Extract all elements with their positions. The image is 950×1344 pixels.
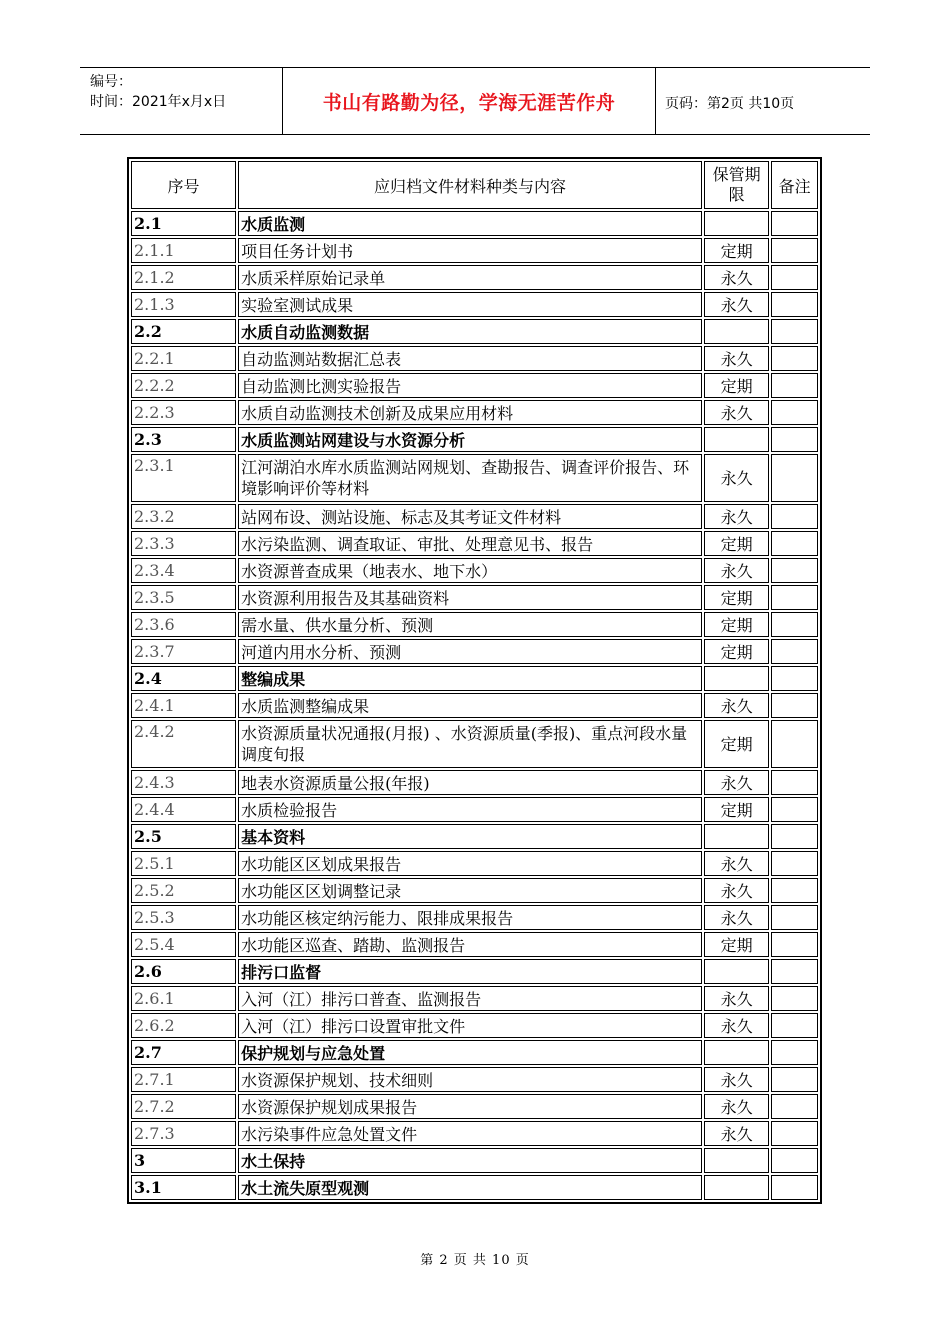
table-row bbox=[131, 292, 818, 317]
row-content: 自动监测比测实验报告 bbox=[238, 373, 702, 398]
row-content: 水污染事件应急处置文件 bbox=[238, 1121, 702, 1146]
page-footer: 第 2 页 共 10 页 bbox=[420, 1253, 530, 1268]
row-note bbox=[771, 1148, 818, 1173]
table-row bbox=[131, 639, 818, 664]
row-number: 2.6.1 bbox=[131, 986, 236, 1011]
section-row bbox=[131, 959, 818, 984]
row-content: 入河（江）排污口普查、监测报告 bbox=[238, 986, 702, 1011]
row-number: 2.3.6 bbox=[131, 612, 236, 637]
row-number: 2.4.4 bbox=[131, 797, 236, 822]
table-row bbox=[131, 932, 818, 957]
row-number: 2.5.1 bbox=[131, 851, 236, 876]
time-label: 时间：2021年x月x日 bbox=[90, 94, 227, 110]
row-number: 2.6.2 bbox=[131, 1013, 236, 1038]
row-content: 水土保持 bbox=[238, 1148, 702, 1173]
row-note bbox=[771, 639, 818, 664]
row-note bbox=[771, 400, 818, 425]
section-row bbox=[131, 666, 818, 691]
archive-table bbox=[127, 157, 822, 1204]
table-row bbox=[131, 346, 818, 371]
row-note bbox=[771, 612, 818, 637]
row-retention-period: 定期 bbox=[704, 238, 769, 263]
row-note bbox=[771, 1121, 818, 1146]
row-number: 2.1.1 bbox=[131, 238, 236, 263]
row-retention-period: 永久 bbox=[704, 265, 769, 290]
header-period-line2: 限 bbox=[728, 185, 745, 204]
row-content: 水资源质量状况通报(月报) 、水资源质量(季报)、重点河段水量调度旬报 bbox=[238, 720, 702, 768]
row-note bbox=[771, 905, 818, 930]
row-number: 3 bbox=[131, 1148, 236, 1173]
row-note bbox=[771, 959, 818, 984]
table-row bbox=[131, 265, 818, 290]
row-content: 项目任务计划书 bbox=[238, 238, 702, 263]
row-retention-period: 永久 bbox=[704, 1013, 769, 1038]
row-content: 站网布设、测站设施、标志及其考证文件材料 bbox=[238, 504, 702, 529]
row-note bbox=[771, 932, 818, 957]
row-note bbox=[771, 454, 818, 502]
row-content: 实验室测试成果 bbox=[238, 292, 702, 317]
header-bottom-rule bbox=[80, 134, 870, 135]
row-number: 2.1 bbox=[131, 211, 236, 236]
row-number: 2.5 bbox=[131, 824, 236, 849]
row-number: 3.1 bbox=[131, 1175, 236, 1200]
row-retention-period bbox=[704, 824, 769, 849]
table-row bbox=[131, 612, 818, 637]
row-number: 2.3.2 bbox=[131, 504, 236, 529]
row-number: 2.7.3 bbox=[131, 1121, 236, 1146]
row-note bbox=[771, 770, 818, 795]
row-note bbox=[771, 265, 818, 290]
row-retention-period: 永久 bbox=[704, 1094, 769, 1119]
row-number: 2.4.3 bbox=[131, 770, 236, 795]
row-note bbox=[771, 373, 818, 398]
row-note bbox=[771, 292, 818, 317]
header-page-info: 页码：第2页 共10页 bbox=[665, 96, 795, 112]
table-row bbox=[131, 1094, 818, 1119]
row-content: 水功能区巡查、踏勘、监测报告 bbox=[238, 932, 702, 957]
row-number: 2.3.5 bbox=[131, 585, 236, 610]
row-note bbox=[771, 504, 818, 529]
row-content: 水质自动监测数据 bbox=[238, 319, 702, 344]
row-note bbox=[771, 1094, 818, 1119]
row-content: 水质监测整编成果 bbox=[238, 693, 702, 718]
row-retention-period: 永久 bbox=[704, 400, 769, 425]
section-row bbox=[131, 1175, 818, 1200]
row-note bbox=[771, 346, 818, 371]
table-row bbox=[131, 373, 818, 398]
section-row bbox=[131, 211, 818, 236]
row-note bbox=[771, 427, 818, 452]
row-content: 水功能区区划成果报告 bbox=[238, 851, 702, 876]
table-row bbox=[131, 770, 818, 795]
row-number: 2.5.4 bbox=[131, 932, 236, 957]
row-content: 水质监测 bbox=[238, 211, 702, 236]
row-note bbox=[771, 693, 818, 718]
row-content: 水土流失原型观测 bbox=[238, 1175, 702, 1200]
row-number: 2.4.2 bbox=[131, 720, 236, 768]
row-note bbox=[771, 238, 818, 263]
row-content: 排污口监督 bbox=[238, 959, 702, 984]
row-content: 水功能区核定纳污能力、限排成果报告 bbox=[238, 905, 702, 930]
row-note bbox=[771, 211, 818, 236]
row-content: 自动监测站数据汇总表 bbox=[238, 346, 702, 371]
header-meta bbox=[90, 72, 226, 112]
row-content: 基本资料 bbox=[238, 824, 702, 849]
row-note bbox=[771, 666, 818, 691]
section-row bbox=[131, 427, 818, 452]
row-retention-period bbox=[704, 959, 769, 984]
row-number: 2.7.2 bbox=[131, 1094, 236, 1119]
row-note bbox=[771, 824, 818, 849]
table-row bbox=[131, 851, 818, 876]
row-retention-period: 永久 bbox=[704, 693, 769, 718]
table-row bbox=[131, 400, 818, 425]
table-row bbox=[131, 878, 818, 903]
row-content: 水资源保护规划成果报告 bbox=[238, 1094, 702, 1119]
row-retention-period: 定期 bbox=[704, 373, 769, 398]
row-number: 2.3.4 bbox=[131, 558, 236, 583]
header-divider-right bbox=[655, 67, 656, 135]
row-retention-period: 永久 bbox=[704, 986, 769, 1011]
header-note: 备注 bbox=[771, 161, 818, 209]
table-row bbox=[131, 1121, 818, 1146]
row-retention-period bbox=[704, 1148, 769, 1173]
row-content: 整编成果 bbox=[238, 666, 702, 691]
table-row bbox=[131, 454, 818, 502]
row-retention-period: 永久 bbox=[704, 1067, 769, 1092]
table-row bbox=[131, 905, 818, 930]
table-row bbox=[131, 1067, 818, 1092]
row-content: 水质采样原始记录单 bbox=[238, 265, 702, 290]
row-number: 2.7 bbox=[131, 1040, 236, 1065]
row-content: 水功能区区划调整记录 bbox=[238, 878, 702, 903]
header-top-rule bbox=[80, 67, 870, 68]
row-content: 河道内用水分析、预测 bbox=[238, 639, 702, 664]
row-note bbox=[771, 1040, 818, 1065]
row-note bbox=[771, 585, 818, 610]
row-retention-period: 永久 bbox=[704, 504, 769, 529]
row-retention-period: 定期 bbox=[704, 531, 769, 556]
row-note bbox=[771, 319, 818, 344]
section-row bbox=[131, 1148, 818, 1173]
section-row bbox=[131, 1040, 818, 1065]
table-row bbox=[131, 693, 818, 718]
row-number: 2.7.1 bbox=[131, 1067, 236, 1092]
row-note bbox=[771, 558, 818, 583]
row-number: 2.6 bbox=[131, 959, 236, 984]
row-content: 江河湖泊水库水质监测站网规划、查勘报告、调查评价报告、环境影响评价等材料 bbox=[238, 454, 702, 502]
row-number: 2.5.3 bbox=[131, 905, 236, 930]
row-number: 2.2.3 bbox=[131, 400, 236, 425]
row-retention-period: 永久 bbox=[704, 454, 769, 502]
row-number: 2.1.3 bbox=[131, 292, 236, 317]
row-number: 2.3.1 bbox=[131, 454, 236, 502]
row-retention-period: 定期 bbox=[704, 797, 769, 822]
row-content: 水资源普查成果（地表水、地下水） bbox=[238, 558, 702, 583]
table-header-row bbox=[131, 161, 818, 209]
row-number: 2.2.1 bbox=[131, 346, 236, 371]
row-note bbox=[771, 878, 818, 903]
table-row bbox=[131, 585, 818, 610]
row-number: 2.4.1 bbox=[131, 693, 236, 718]
row-number: 2.2 bbox=[131, 319, 236, 344]
row-content: 入河（江）排污口设置审批文件 bbox=[238, 1013, 702, 1038]
row-retention-period: 永久 bbox=[704, 905, 769, 930]
row-note bbox=[771, 986, 818, 1011]
table-row bbox=[131, 720, 818, 768]
table-row bbox=[131, 1013, 818, 1038]
row-retention-period bbox=[704, 427, 769, 452]
row-note bbox=[771, 1067, 818, 1092]
row-retention-period: 永久 bbox=[704, 292, 769, 317]
row-number: 2.5.2 bbox=[131, 878, 236, 903]
row-note bbox=[771, 1175, 818, 1200]
section-row bbox=[131, 824, 818, 849]
row-note bbox=[771, 797, 818, 822]
row-retention-period: 定期 bbox=[704, 932, 769, 957]
table-row bbox=[131, 558, 818, 583]
table-row bbox=[131, 986, 818, 1011]
row-number: 2.3 bbox=[131, 427, 236, 452]
row-retention-period bbox=[704, 1175, 769, 1200]
code-label: 编号： bbox=[90, 74, 132, 90]
row-number: 2.4 bbox=[131, 666, 236, 691]
header-content: 应归档文件材料种类与内容 bbox=[238, 161, 702, 209]
row-number: 2.3.3 bbox=[131, 531, 236, 556]
row-number: 2.2.2 bbox=[131, 373, 236, 398]
row-retention-period bbox=[704, 1040, 769, 1065]
row-content: 水污染监测、调查取证、审批、处理意见书、报告 bbox=[238, 531, 702, 556]
table-row bbox=[131, 238, 818, 263]
row-retention-period bbox=[704, 211, 769, 236]
table-row bbox=[131, 797, 818, 822]
header-motto: 书山有路勤为径，学海无涯苦作舟 bbox=[322, 92, 616, 114]
row-retention-period: 定期 bbox=[704, 639, 769, 664]
header-period bbox=[704, 161, 769, 209]
header-no: 序号 bbox=[131, 161, 236, 209]
row-content: 水质检验报告 bbox=[238, 797, 702, 822]
row-retention-period: 定期 bbox=[704, 585, 769, 610]
row-note bbox=[771, 531, 818, 556]
row-retention-period: 永久 bbox=[704, 878, 769, 903]
row-retention-period: 定期 bbox=[704, 720, 769, 768]
table-row bbox=[131, 504, 818, 529]
row-number: 2.3.7 bbox=[131, 639, 236, 664]
row-note bbox=[771, 1013, 818, 1038]
row-retention-period: 永久 bbox=[704, 851, 769, 876]
section-row bbox=[131, 319, 818, 344]
row-retention-period: 定期 bbox=[704, 612, 769, 637]
row-content: 水资源利用报告及其基础资料 bbox=[238, 585, 702, 610]
row-retention-period: 永久 bbox=[704, 770, 769, 795]
row-note bbox=[771, 851, 818, 876]
row-content: 保护规划与应急处置 bbox=[238, 1040, 702, 1065]
row-note bbox=[771, 720, 818, 768]
row-content: 需水量、供水量分析、预测 bbox=[238, 612, 702, 637]
row-retention-period: 永久 bbox=[704, 346, 769, 371]
row-content: 水质监测站网建设与水资源分析 bbox=[238, 427, 702, 452]
header-period-line1: 保管期 bbox=[712, 165, 761, 184]
row-content: 水质自动监测技术创新及成果应用材料 bbox=[238, 400, 702, 425]
row-retention-period: 永久 bbox=[704, 558, 769, 583]
row-number: 2.1.2 bbox=[131, 265, 236, 290]
table-row bbox=[131, 531, 818, 556]
row-retention-period bbox=[704, 319, 769, 344]
row-content: 水资源保护规划、技术细则 bbox=[238, 1067, 702, 1092]
row-retention-period: 永久 bbox=[704, 1121, 769, 1146]
row-retention-period bbox=[704, 666, 769, 691]
row-content: 地表水资源质量公报(年报) bbox=[238, 770, 702, 795]
